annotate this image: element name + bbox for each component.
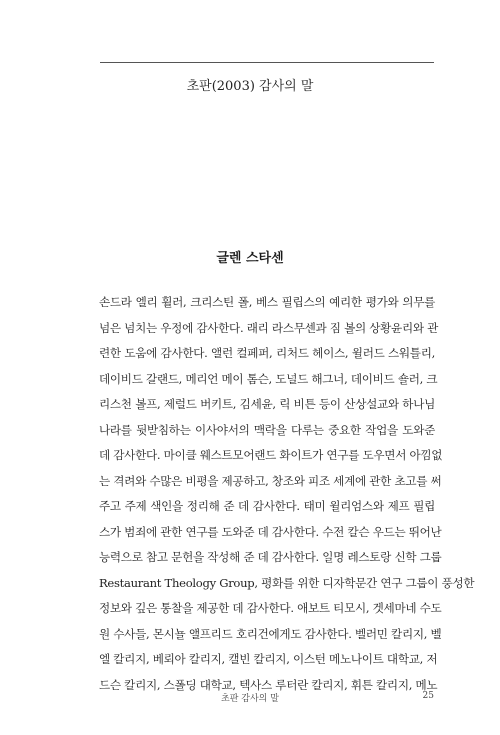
header-rule (100, 62, 434, 63)
text-line: 넘은 넘치는 우정에 감사한다. 래리 라스무센과 짐 볼의 상황윤리와 관 (99, 320, 439, 335)
text-line: 는 격려와 수많은 비평을 제공하고, 창조와 피조 세계에 관한 초고를 써 (99, 473, 442, 488)
body-text (99, 290, 475, 698)
text-line: 능력으로 참고 문헌을 작성해 준 데 감사한다. 일명 레스토랑 신학 그룹 (99, 550, 442, 564)
text-line: 데이비드 갈랜드, 메리언 메이 톰슨, 도널드 해그너, 데이비드 숄러, 크 (99, 371, 438, 386)
text-line: 드슨 칼리지, 스폴딩 대학교, 텍사스 루터란 칼리지, 휘튼 칼리지, 메노 (99, 677, 438, 692)
footer-title: 초판 감사의 말 (221, 694, 279, 704)
text-line: Restaurant Theology Group, 평화를 위한 디자학문간 연구 그룹이 풍성한 (99, 575, 475, 590)
text-line: 련한 도움에 감사한다. 앨런 컬페퍼, 리처드 헤이스, 윌러드 스워틀리, (99, 346, 435, 360)
text-line: 정보와 깊은 통찰을 제공한 데 감사한다. 애보트 티모시, 겟세마네 수도 (99, 601, 442, 615)
page-footer (0, 691, 500, 707)
text-line: 스가 범죄에 관한 연구를 도와준 데 감사한다. 수전 칼슨 우드는 뛰어난 (99, 524, 442, 539)
page-header-title: 초판(2003) 감사의 말 (186, 79, 314, 94)
text-line: 원 수사들, 몬시뇰 앨프리드 호리건에게도 감사한다. 벨러민 칼리지, 벨 (99, 626, 442, 641)
text-line: 엘 칼리지, 베뢰아 칼리지, 캘빈 칼리지, 이스턴 메노나이트 대학교, 저 (99, 652, 438, 666)
text-line: 주고 주제 색인을 정리해 준 데 감사한다. 태미 윌리엄스와 제프 필립 (99, 499, 435, 513)
page-number: 25 (422, 691, 434, 701)
text-line: 손드라 엘리 휠러, 크리스틴 폴, 베스 필립스의 예리한 평가와 의무를 (99, 295, 435, 309)
section-author: 글렌 스타센 (216, 251, 284, 266)
text-line: 나라를 뒷받침하는 이사야서의 맥락을 다루는 중요한 작업을 도와준 (99, 422, 435, 437)
text-line: 데 감사한다. 마이클 웨스트모어랜드 화이트가 연구를 도우면서 아낌없 (99, 448, 443, 462)
text-line: 리스천 볼프, 제럴드 버키트, 김세윤, 릭 비튼 등이 산상설교와 하나님 (99, 397, 435, 411)
